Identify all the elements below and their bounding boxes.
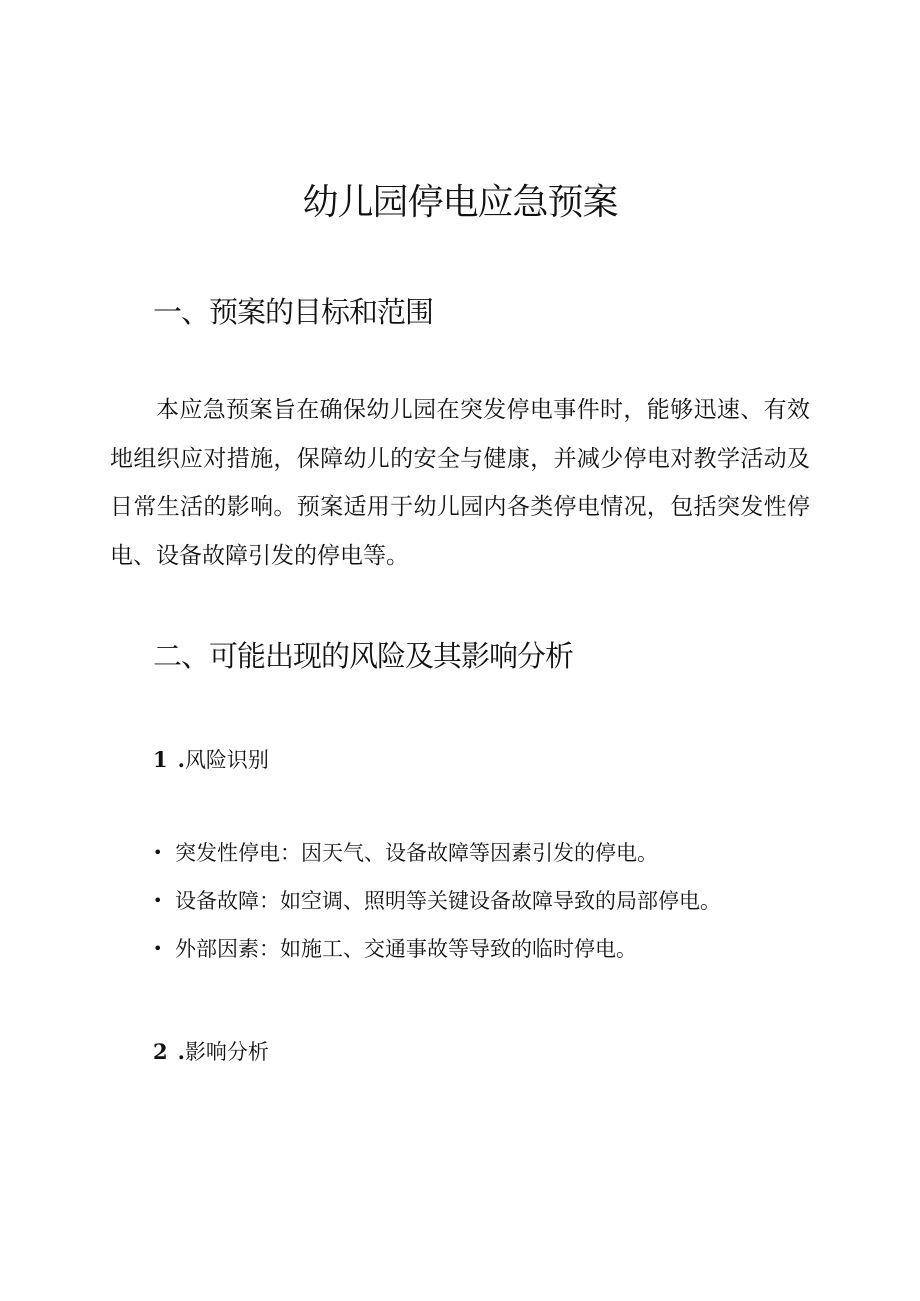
- risk-list: [153, 836, 721, 980]
- list-item: [153, 932, 721, 980]
- bullet-icon: •: [153, 891, 163, 910]
- document-title: 幼儿园停电应急预案: [302, 182, 618, 223]
- section-heading-goals-scope: 一、预案的目标和范围: [153, 295, 434, 329]
- list-item: [153, 836, 721, 884]
- subheading-dot: .: [177, 747, 185, 772]
- subheading-number: 2: [153, 1039, 168, 1064]
- section-paragraph-goals-scope: 本应急预案旨在确保幼儿园在突发停电事件时，能够迅速、有效地组织应对措施，保障幼儿的安全与健康，并减少停电对教学活动及日常生活的影响。预案适用于幼儿园内各类停电情况，包括突发性停电、设备故障引发的停电等。: [110, 397, 810, 569]
- bullet-icon: •: [153, 939, 163, 958]
- subheading-label: 影响分析: [184, 1040, 269, 1064]
- section-heading-risk-analysis: 二、可能出现的风险及其影响分析: [153, 639, 574, 673]
- subheading-impact-analysis: [153, 1036, 269, 1068]
- list-item-text: 外部因素：如施工、交通事故等导致的临时停电。: [175, 937, 637, 961]
- subheading-dot: .: [177, 1039, 185, 1064]
- subheading-label: 风险识别: [184, 748, 269, 772]
- subheading-risk-identification: [153, 744, 269, 776]
- list-item-text: 突发性停电：因天气、设备故障等因素引发的停电。: [175, 841, 658, 865]
- list-item-text: 设备故障：如空调、照明等关键设备故障导致的局部停电。: [175, 889, 721, 913]
- list-item: [153, 884, 721, 932]
- subheading-number: 1: [153, 747, 168, 772]
- bullet-icon: •: [153, 843, 163, 862]
